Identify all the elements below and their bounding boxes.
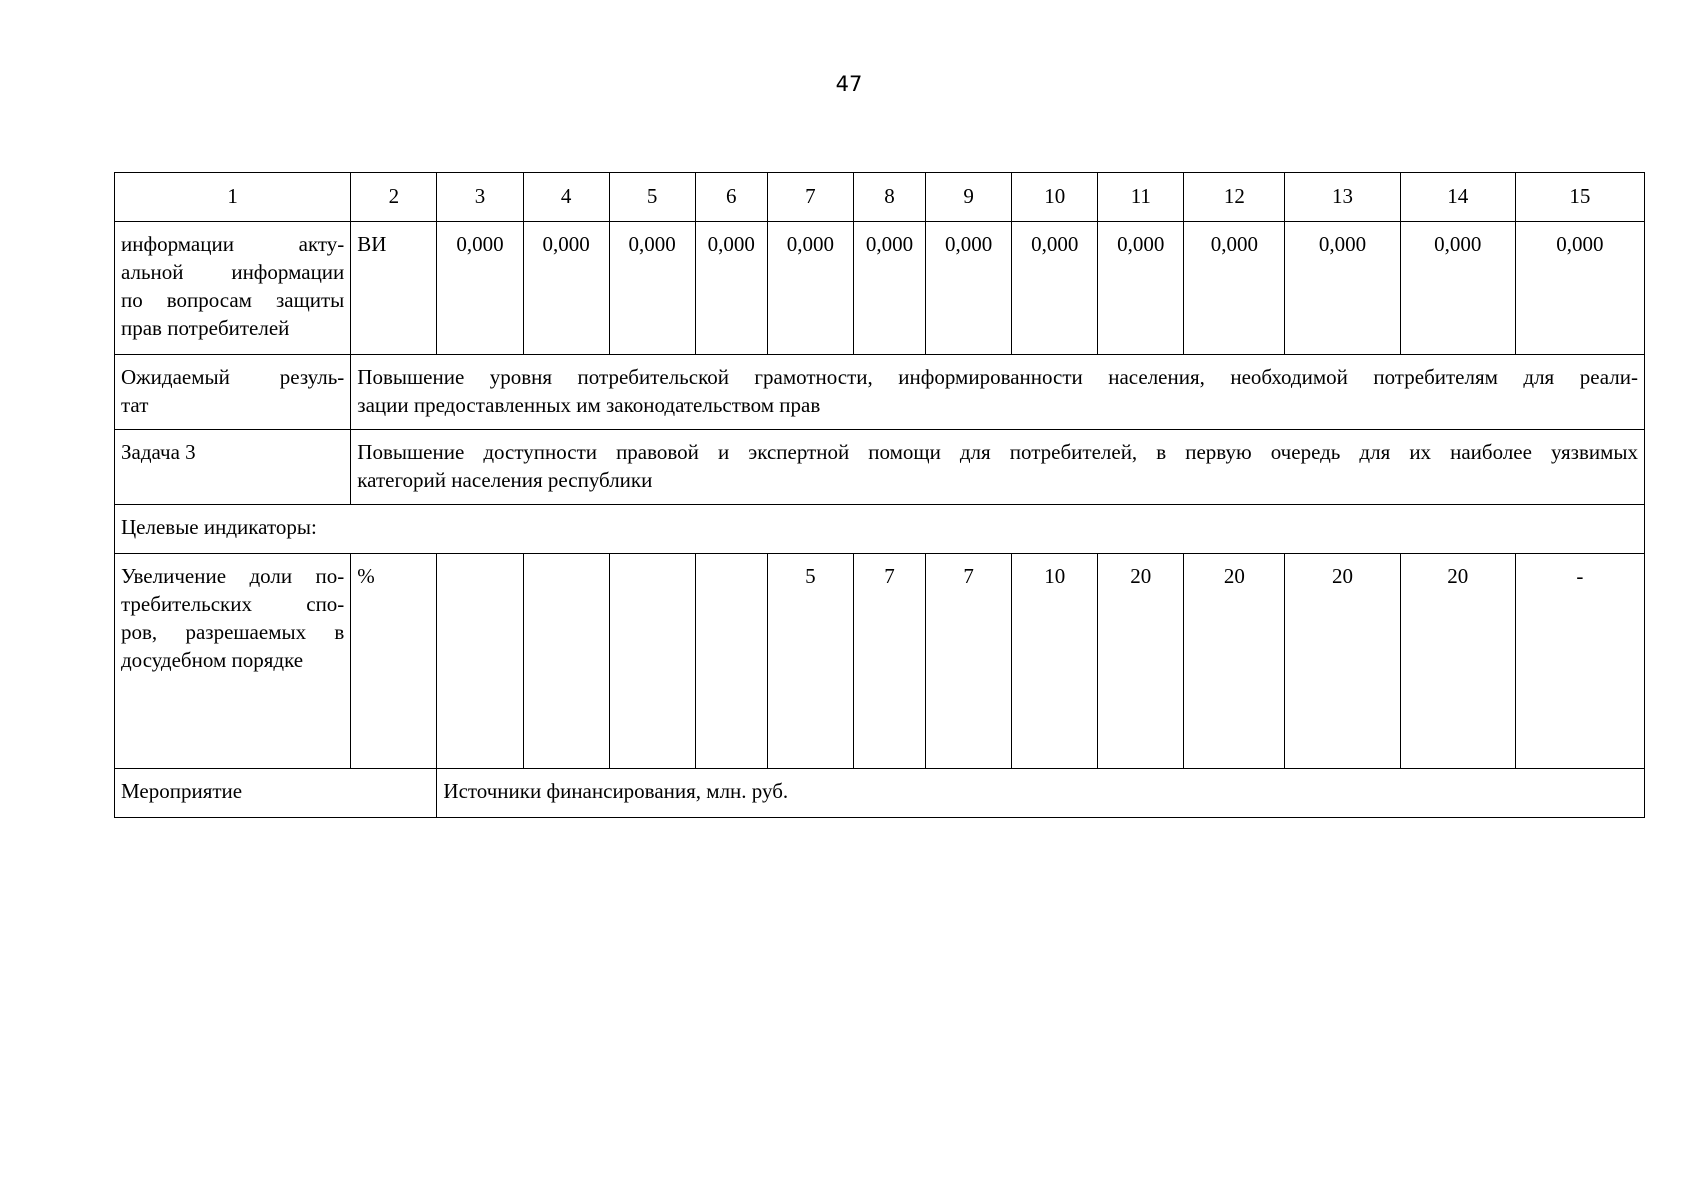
header-cell: 15 bbox=[1515, 173, 1644, 222]
value-cell: 0,000 bbox=[926, 222, 1012, 355]
label-line: прав потребителей bbox=[121, 316, 290, 340]
target-indicators-row bbox=[115, 505, 1645, 554]
value-cell: 5 bbox=[767, 554, 853, 769]
header-cell: 9 bbox=[926, 173, 1012, 222]
task3-row bbox=[115, 430, 1645, 505]
value-cell: 0,000 bbox=[1400, 222, 1515, 355]
header-cell: 7 bbox=[767, 173, 853, 222]
page-number: 47 bbox=[835, 72, 863, 96]
text-line: категорий населения республики bbox=[357, 468, 653, 492]
value-cell: 0,000 bbox=[1285, 222, 1400, 355]
expected-result-label bbox=[115, 355, 351, 430]
label-line: ров, разрешаемых в bbox=[121, 620, 345, 644]
activity-label: Мероприятие bbox=[115, 769, 437, 818]
unit-cell: % bbox=[351, 554, 437, 769]
expected-result-row bbox=[115, 355, 1645, 430]
value-cell: 7 bbox=[926, 554, 1012, 769]
indicator-label-cell bbox=[115, 554, 351, 769]
header-cell: 10 bbox=[1012, 173, 1098, 222]
header-cell: 14 bbox=[1400, 173, 1515, 222]
value-cell: 20 bbox=[1184, 554, 1285, 769]
header-cell: 1 bbox=[115, 173, 351, 222]
value-cell: 0,000 bbox=[695, 222, 767, 355]
value-cell bbox=[523, 554, 609, 769]
value-cell: 0,000 bbox=[1098, 222, 1184, 355]
indicator-row bbox=[115, 554, 1645, 769]
text-line: Повышение доступности правовой и экспертной помощи для потребителей, в первую очередь для их наиболее уязвимых bbox=[357, 440, 1638, 464]
expected-result-text bbox=[351, 355, 1645, 430]
header-cell: 2 bbox=[351, 173, 437, 222]
value-cell: 20 bbox=[1400, 554, 1515, 769]
value-cell: 0,000 bbox=[1515, 222, 1644, 355]
label-line: досудебном порядке bbox=[121, 648, 304, 672]
value-cell: 20 bbox=[1098, 554, 1184, 769]
value-cell: 10 bbox=[1012, 554, 1098, 769]
task3-label: Задача 3 bbox=[115, 430, 351, 505]
header-cell: 12 bbox=[1184, 173, 1285, 222]
value-cell bbox=[695, 554, 767, 769]
label-line: альной информации bbox=[121, 260, 345, 284]
header-cell: 13 bbox=[1285, 173, 1400, 222]
info-row bbox=[115, 222, 1645, 355]
target-indicators-label: Целевые индикаторы: bbox=[115, 505, 1645, 554]
info-label-cell bbox=[115, 222, 351, 355]
text-line: Повышение уровня потребительской грамотности, информированности населения, необходимой потребителям для реали- bbox=[357, 365, 1638, 389]
header-cell: 6 bbox=[695, 173, 767, 222]
value-cell: 0,000 bbox=[609, 222, 695, 355]
header-row bbox=[115, 173, 1645, 222]
label-line: по вопросам защиты bbox=[121, 288, 345, 312]
activity-row bbox=[115, 769, 1645, 818]
header-cell: 3 bbox=[437, 173, 523, 222]
label-line: требительских спо- bbox=[121, 592, 345, 616]
value-cell: 20 bbox=[1285, 554, 1400, 769]
value-cell: 0,000 bbox=[1012, 222, 1098, 355]
unit-cell: ВИ bbox=[351, 222, 437, 355]
task3-text bbox=[351, 430, 1645, 505]
value-cell: 0,000 bbox=[767, 222, 853, 355]
program-table bbox=[114, 172, 1645, 818]
value-cell bbox=[437, 554, 523, 769]
header-cell: 8 bbox=[853, 173, 925, 222]
header-cell: 11 bbox=[1098, 173, 1184, 222]
header-cell: 4 bbox=[523, 173, 609, 222]
label-line: Ожидаемый резуль- bbox=[121, 365, 345, 389]
header-cell: 5 bbox=[609, 173, 695, 222]
value-cell: 0,000 bbox=[853, 222, 925, 355]
label-line: тат bbox=[121, 393, 149, 417]
value-cell: 0,000 bbox=[523, 222, 609, 355]
label-line: информации акту- bbox=[121, 232, 345, 256]
value-cell: - bbox=[1515, 554, 1644, 769]
text-line: зации предоставленных им законодательством прав bbox=[357, 393, 821, 417]
financing-sources-text: Источники финансирования, млн. руб. bbox=[437, 769, 1645, 818]
value-cell: 0,000 bbox=[437, 222, 523, 355]
value-cell: 7 bbox=[853, 554, 925, 769]
label-line: Увеличение доли по- bbox=[121, 564, 345, 588]
value-cell bbox=[609, 554, 695, 769]
value-cell: 0,000 bbox=[1184, 222, 1285, 355]
